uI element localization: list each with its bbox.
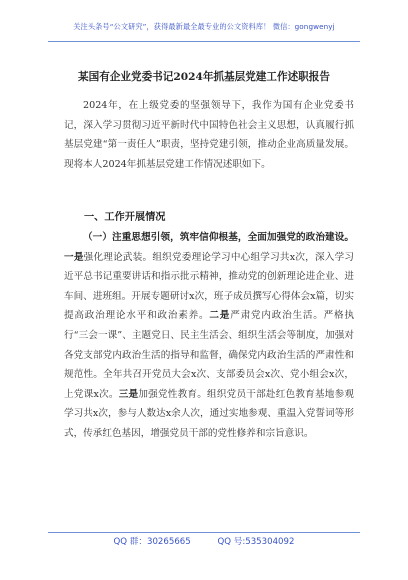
qq-number-text: QQ 号:535304092 (217, 537, 295, 547)
item-text-1: 强化理论武装。组织党委理论学习中心组学习共x次，深入学习近平总书记重要讲话和指示批示精神，推动党的创新理论进企业、进车间、进班组。开展专题研讨x次，班子成员撰写心得体会x篇，切实提高政治理论水平和政治素养。 (64, 251, 355, 322)
item-text-3: 加强党性教育。组织党员干部赴红色教育基地参观学习共x次，参与人数达x余人次，通过实地参观、重温入党誓词等形式，传承红色基因，增强党员干部的党性修养和宗旨意识。 (64, 388, 355, 439)
footer-divider (48, 532, 360, 533)
header-banner: 关注头条号“公文研究”，获得最新最全最专业的公文资料库！ 微信：gongwenyj (73, 22, 335, 31)
header-divider (48, 41, 360, 42)
item-label-3: 三是 (118, 388, 139, 400)
document-title: 某国有企业党委书记2024年抓基层党建工作述职报告 (78, 71, 330, 83)
section-heading: 一、工作开展情况 (84, 211, 166, 223)
item-text-2: 严肃党内政治生活。严格执行“三会一课”、主题党日、民主生活会、组织生活会等制度，加强对各党支部党内政治生活的指导和监督，确保党内政治生活的严肃性和规范性。全年共召开党员大会x次、支部委员会x次、党小组会x次，上党课x次。 (64, 310, 355, 400)
item-label-1: 一是 (64, 251, 84, 263)
item-paragraph (64, 228, 354, 444)
item-label-2: 二是 (209, 310, 231, 322)
item-lead: （一）注重思想引领，筑牢信仰根基，全面加强党的政治建设。 (83, 232, 354, 243)
footer (0, 535, 408, 547)
intro-paragraph: 2024年，在上级党委的坚强领导下，我作为国有企业党委书记，深入学习贯彻习近平新时代中国特色社会主义思想，认真履行抓基层党建“第一责任人”职责，坚持党建引领，推动企业高质量发展。现将本人2024年抓基层党建工作情况述职如下。 (64, 100, 354, 170)
qq-group-text: QQ 群：30265665 (113, 537, 191, 547)
